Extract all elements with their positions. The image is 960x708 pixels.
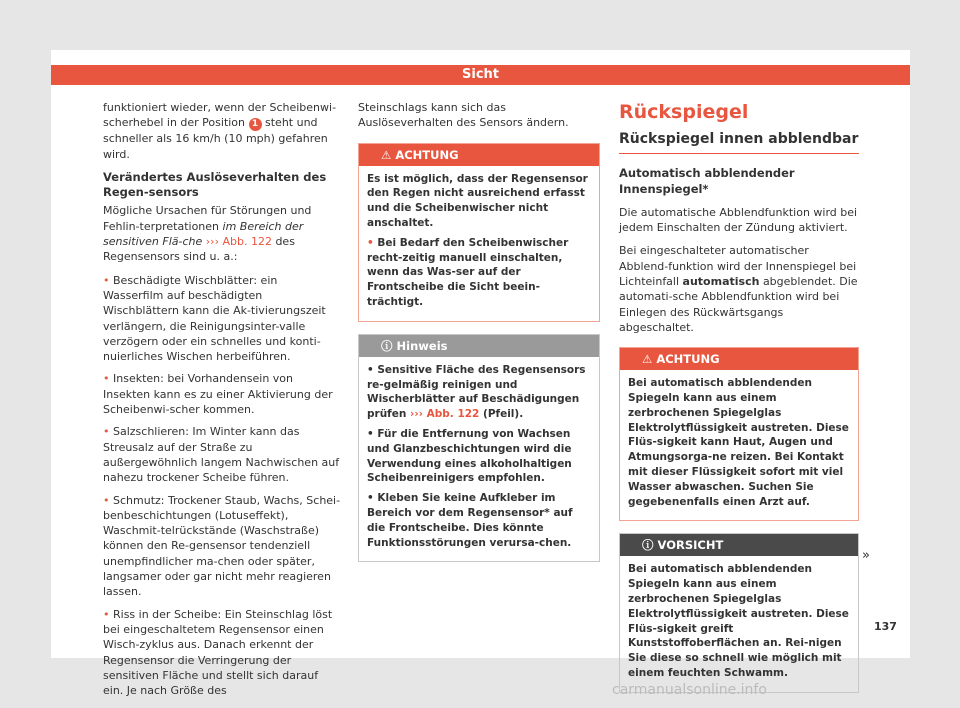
column-middle	[358, 100, 600, 574]
warning-text: • Bei Bedarf den Scheibenwischer recht-zeitig manuell einschalten, wenn das Was-ser auf der Frontscheibe die Sicht beein-trächtigt.	[367, 236, 569, 308]
note-header: ⓘ Hinweis	[359, 335, 599, 357]
list-item: • Salzschlieren: Im Winter kann das Streusalz auf der Straße zu außergewöhnlich langem Nachwischen auf nahezu trockener Scheibe führen.	[103, 425, 340, 485]
list-item: • Insekten: bei Vorhandensein von Insekten kann es zu einer Aktivierung der Scheibenwi-scher kommen.	[103, 372, 333, 417]
intro-paragraph: Steinschlags kann sich das Auslöseverhalten des Sensors ändern.	[358, 101, 569, 130]
warning-triangle-icon: ⚠	[381, 147, 396, 162]
caution-box	[619, 533, 859, 692]
chapter-title: Rückspiegel	[619, 101, 749, 123]
warning-header: ⚠ ACHTUNG	[359, 144, 599, 166]
note-box	[358, 334, 600, 563]
continue-arrow-icon: »	[862, 548, 870, 563]
list-item: • Schmutz: Trockener Staub, Wachs, Schei-benbeschichtungen (Lotuseffekt), Waschmit-telrückstände (Waschstraße) können den Re-gensensor tendenziell unempfindlicher ma-chen oder später, langsamer oder gar nicht mehr reagieren lassen.	[103, 493, 341, 599]
note-item: • Für die Entfernung von Wachsen und Glanzbeschichtungen wird die Verwendung eines alkoholhaltigen Scheibenreinigers empfohlen.	[367, 427, 572, 485]
caution-text: Bei automatisch abblendenden Spiegeln kann aus einem zerbrochenen Spiegelglas Elektrolytflüssigkeit austreten. Diese Flüs-sigkeit greift Kunststoffoberflächen an. Rei-nigen Sie diese so schnell wie möglich mit einem feuchten Schwamm.	[628, 563, 849, 680]
warning-header: ⚠ ACHTUNG	[620, 348, 858, 370]
list-item: • Beschädigte Wischblätter: ein Wasserfilm auf beschädigten Wischblättern kann die Ak-tivierungszeit verlängern, die Reinigungsinter-valle verzögern oder ein schnelles und konti-nuierliches Wischen herbeiführen.	[103, 273, 326, 364]
body-paragraph: Die automatische Abblendfunktion wird bei jedem Einschalten der Zündung aktiviert.	[619, 205, 858, 235]
caution-icon: ⓘ	[642, 538, 658, 553]
list-item: • Riss in der Scheibe: Ein Steinschlag löst bei eingeschaltetem Regensensor einen Wisch-zyklus aus. Danach erkennt der Regensensor die Verringerung der sensitiven Fläche und stellt sich darauf ein. Je nach Größe des	[103, 607, 333, 698]
subheading: Verändertes Auslöseverhalten des Regen-sensors	[103, 169, 327, 200]
caution-header: ⓘ VORSICHT	[620, 534, 858, 556]
warning-text: Bei automatisch abblendenden Spiegeln kann aus einem zerbrochenen Spiegelglas Elektrolytflüssigkeit austreten. Diese Flüs-sigkeit kann Haut, Augen und Atmungsorga-ne reizen. Bei Kontakt mit dieser Flüssigkeit sofort mit viel Wasser abwaschen. Suchen Sie gegebenenfalls einen Arzt auf.	[628, 377, 849, 508]
note-item: • Sensitive Fläche des Regensensors re-gelmäßig reinigen und Wischerblätter auf Beschädigungen prüfen ››› Abb. 122 (Pfeil).	[367, 363, 586, 421]
info-icon: ⓘ	[381, 338, 397, 353]
position-number-badge: 1	[249, 118, 262, 131]
column-right	[619, 100, 859, 705]
column-left	[103, 100, 341, 705]
intro-paragraph: funktioniert wieder, wenn der Scheibenwi-scherhebel in der Position 1 steht und schneller als 16 km/h (10 mph) gefahren wird.	[103, 101, 337, 161]
section-header: Sicht	[51, 65, 910, 85]
note-item: • Kleben Sie keine Aufkleber im Bereich vor dem Regensensor* auf die Frontscheibe. Dies könnte Funktionsstörungen verursa-chen.	[367, 492, 573, 549]
warning-box	[619, 347, 859, 521]
page-number: 137	[874, 620, 897, 633]
warning-box	[358, 143, 600, 322]
figure-reference-link[interactable]: ››› Abb. 122	[410, 408, 480, 421]
figure-reference-link[interactable]: ››› Abb. 122	[205, 235, 272, 249]
warning-text: Es ist möglich, dass der Regensensor den Regen nicht ausreichend erfasst und die Scheibenwischer nicht anschaltet.	[367, 172, 588, 229]
causes-paragraph: Mögliche Ursachen für Störungen und Fehlin-terpretationen im Bereich der sensitiven Flä-che ››› Abb. 122 des Regensensors sind u. a.:	[103, 204, 312, 264]
subheading: Automatisch abblendender Innenspiegel*	[619, 166, 795, 196]
watermark: carmanualsonline.info	[612, 682, 767, 698]
warning-triangle-icon: ⚠	[642, 352, 657, 367]
body-paragraph: Bei eingeschalteter automatischer Abblend-funktion wird der Innenspiegel bei Lichteinfall automatisch abgeblendet. Die automati-sche Abblendfunktion wird bei Einlegen des Rückwärtsgangs abgeschaltet.	[619, 244, 858, 334]
section-title: Rückspiegel innen abblendbar	[619, 132, 859, 154]
